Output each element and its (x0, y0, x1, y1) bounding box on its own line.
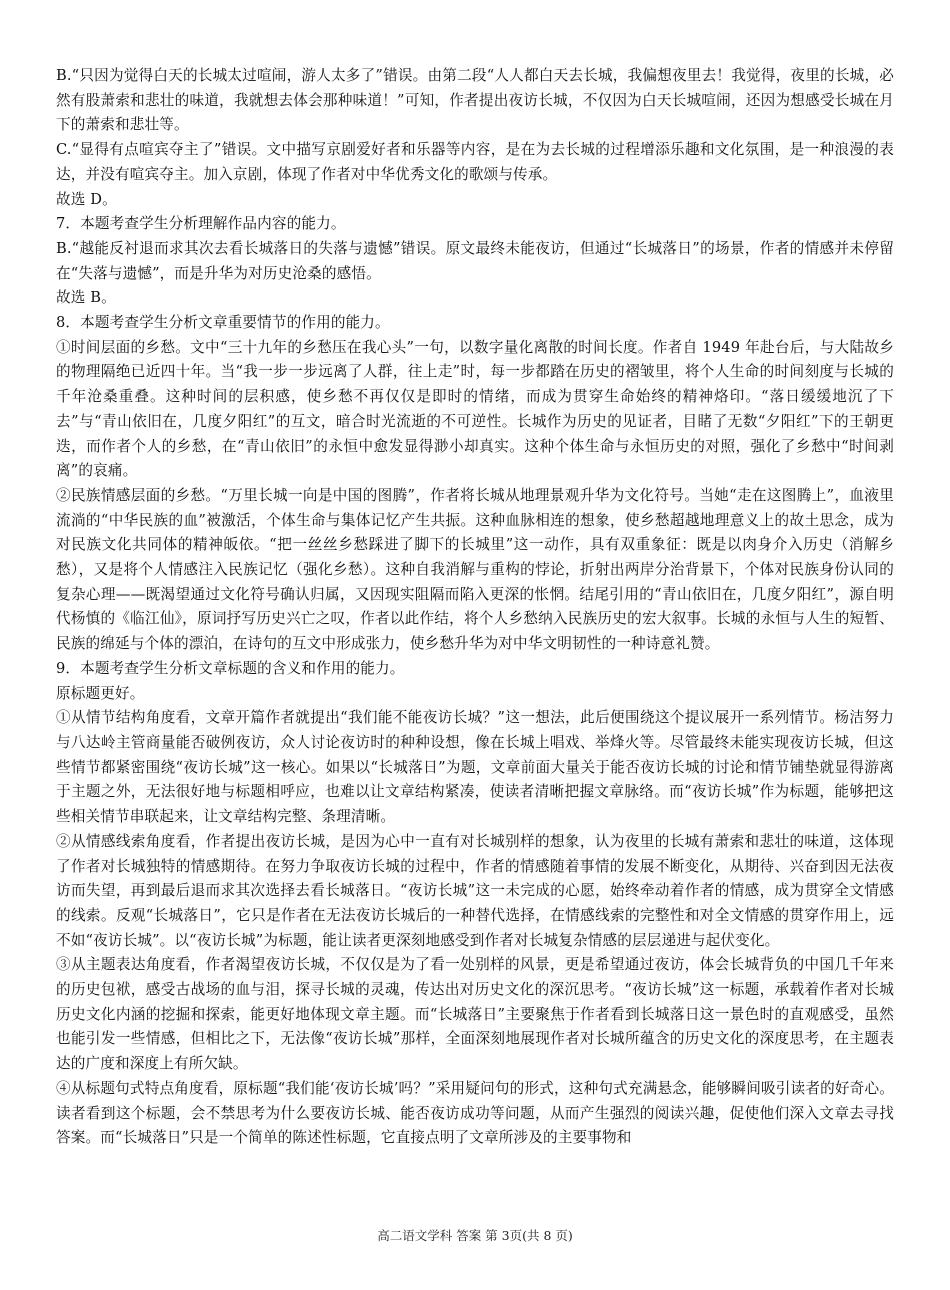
paragraph-q8-point-1: ①时间层面的乡愁。文中“三十九年的乡愁压在我心头”一句，以数字量化离散的时间长度。作者自 1949 年赴台后，与大陆故乡的物理隔绝已近四十年。当“我一步一步远离了人群，往上走”时，每一步都踏在历史的褶皱里，将个人生命的时间刻度与长城的千年沧桑重叠。这种时间的层积感，使乡愁不再仅仅是即时的情绪，而成为贯穿生命始终的精神烙印。“落日缓缓地沉了下去”与“青山依旧在，几度夕阳红”的互文，暗合时光流逝的不可逆性。长城作为历史的见证者，目睹了无数“夕阳红”下的王朝更迭，而作者个人的乡愁，在“青山依旧”的永恒中愈发显得渺小却真实。这种个体生命与永恒历史的对照，强化了乡愁中“时间剥离”的哀痛。 (56, 338, 894, 480)
answer-body (56, 64, 894, 1151)
paragraph-q8-point-2: ②民族情感层面的乡愁。“万里长城一向是中国的图腾”，作者将长城从地理景观升华为文化符号。当她“走在这图腾上”，血液里流淌的“中华民族的血”被激活，个体生命与集体记忆产生共振。这种血脉相连的想象，使乡愁超越地理意义上的故土思念，成为对民族文化共同体的精神皈依。“把一丝丝乡愁踩进了脚下的长城里”这一动作，具有双重象征：既是以肉身介入历史（消解乡愁），又是将个人情感注入民族记忆（强化乡愁）。这种自我消解与重构的悖论，折射出两岸分治背景下，个体对民族身份认同的复杂心理——既渴望通过文化符号确认归属，又因现实阻隔而陷入更深的怅惘。结尾引用的“青山依旧在，几度夕阳红”，源自明代杨慎的《临江仙》，原词抒写历史兴亡之叹，作者以此作结，将个人乡愁纳入民族历史的宏大叙事。长城的永恒与人生的短暂、民族的绵延与个体的漂泊，在诗句的互文中形成张力，使乡愁升华为对中华文明韧性的一种诗意礼赞。 (56, 486, 894, 653)
paragraph-q9-point-1: ①从情节结构角度看，文章开篇作者就提出“我们能不能夜访长城？”这一想法，此后便围绕这个提议展开一系列情节。杨洁努力与八达岭主管商量能否破例夜访，众人讨论夜访时的种种设想，像在长城上唱戏、举烽火等。尽管最终未能实现夜访长城，但这些情节都紧密围绕“夜访长城”这一核心。如果以“长城落日”为题，文章前面大量关于能否夜访长城的讨论和情节铺垫就显得游离于主题之外，无法很好地与标题相呼应，也难以让文章结构紧凑，使读者清晰把握文章脉络。而“夜访长城”作为标题，能够把这些相关情节串联起来，让文章结构完整、条理清晰。 (56, 709, 894, 826)
paragraph-answer-b: 故选 B。 (56, 289, 116, 307)
paragraph-q9-point-3: ③从主题表达角度看，作者渴望夜访长城，不仅仅是为了看一处别样的风景，更是希望通过夜访，体会长城背负的中国几千年来的历史包袱，感受古战场的血与泪，探寻长城的灵魂，传达出对历史文化的深沉思考。“夜访长城”这一标题，承载着作者对长城历史文化内涵的挖掘和探索，能更好地体现文章主题。而“长城落日”主要聚焦于作者看到长城落日这一景色时的直观感受，虽然也能引发一些情感，但相比之下，无法像“夜访长城”那样，全面深刻地展现作者对长城所蕴含的历史文化的深度思考，在主题表达的广度和深度上有所欠缺。 (56, 956, 894, 1073)
paragraph-answer-d: 故选 D。 (56, 190, 117, 208)
paragraph-option-c-analysis: C.“显得有点喧宾夺主了”错误。文中描写京剧爱好者和乐器等内容，是在为去长城的过程增添乐趣和文化氛围，是一种浪漫的表达，并没有喧宾夺主。加入京剧，体现了作者对中华优秀文化的歌颂与传承。 (56, 141, 894, 183)
paragraph-q9-point-2: ②从情感线索角度看，作者提出夜访长城，是因为心中一直有对长城别样的想象，认为夜里的长城有萧索和悲壮的味道，这体现了作者对长城独特的情感期待。在努力争取夜访长城的过程中，作者的情感随着事情的发展不断变化，从期待、兴奋到因无法夜访而失望，再到最后退而求其次选择去看长城落日。“夜访长城”这一未完成的心愿，始终牵动着作者的情感，成为贯穿全文情感的线索。反观“长城落日”，它只是作者在无法夜访长城后的一种替代选择，在情感线索的完整性和对全文情感的贯穿作用上，远不如“夜访长城”。以“夜访长城”为标题，能让读者更深刻地感受到作者对长城复杂情感的层层递进与起伏变化。 (56, 832, 894, 949)
paragraph-q7-option-b: B.“越能反衬退而求其次去看长城落日的失落与遗憾”错误。原文最终未能夜访，但通过“长城落日”的场景，作者的情感并未停留在“失落与遗憾”，而是升华为对历史沧桑的感悟。 (56, 239, 894, 282)
page-footer: 高二语文学科 答案 第 3页(共 8 页) (377, 1228, 573, 1243)
question-9-heading: 9．本题考查学生分析文章标题的含义和作用的能力。 (56, 659, 405, 677)
question-8-heading: 8．本题考查学生分析文章重要情节的作用的能力。 (56, 314, 390, 332)
paragraph-q9-answer: 原标题更好。 (56, 684, 145, 702)
question-7-heading: 7．本题考查学生分析理解作品内容的能力。 (56, 215, 346, 233)
paragraph-option-b-analysis: B.“只因为觉得白天的长城太过喧闹，游人太多了”错误。由第二段“人人都白天去长城，我偏想夜里去！我觉得，夜里的长城，必然有股萧索和悲壮的味道，我就想去体会那种味道！”可知，作者提出夜访长城，不仅因为白天长城喧闹，还因为想感受长城在月下的萧索和悲壮等。 (56, 67, 894, 134)
paragraph-q9-point-4: ④从标题句式特点角度看，原标题“我们能‘夜访长城’吗？”采用疑问句的形式，这种句式充满悬念，能够瞬间吸引读者的好奇心。读者看到这个标题，会不禁思考为什么要夜访长城、能否夜访成功等问题，从而产生强烈的阅读兴趣，促使他们深入文章去寻找答案。而“长城落日”只是一个简单的陈述性标题，它直接点明了文章所涉及的主要事物和 (56, 1079, 894, 1147)
